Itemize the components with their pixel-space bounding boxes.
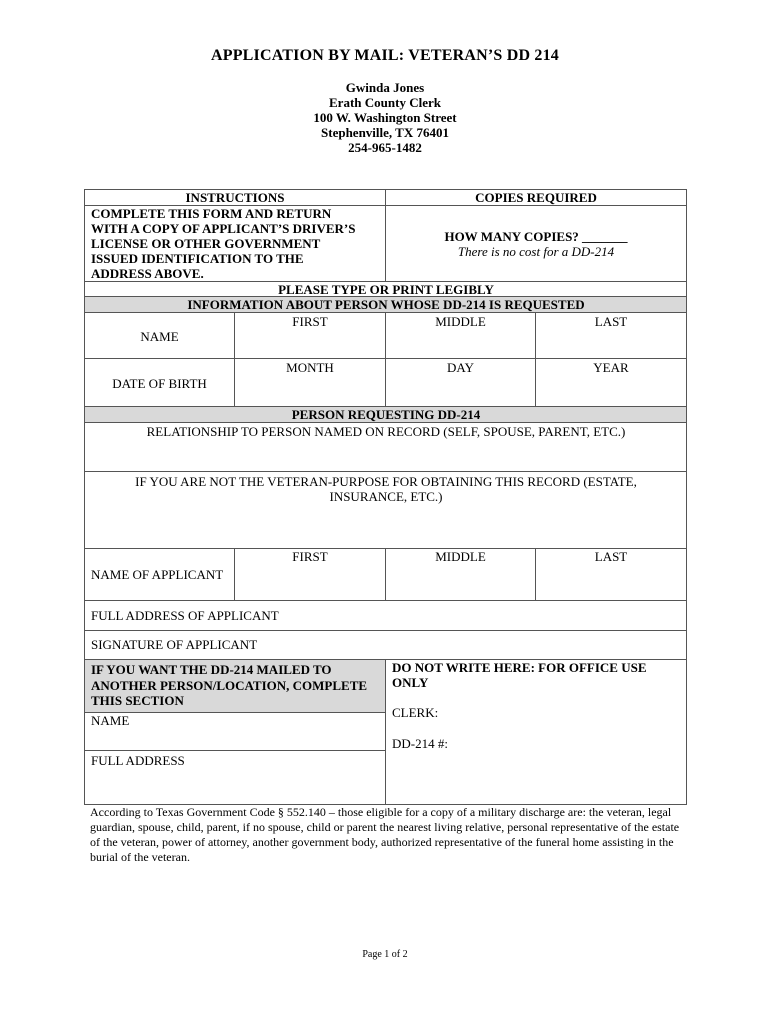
person-name-label: NAME: [140, 329, 179, 344]
how-many-copies-field[interactable]: HOW MANY COPIES? _______: [444, 229, 628, 244]
divider: [84, 630, 687, 631]
office-clerk-label: CLERK:: [392, 705, 439, 720]
instructions-line: LICENSE OR OTHER GOVERNMENT: [91, 236, 321, 251]
applicant-first-name-field[interactable]: FIRST: [292, 549, 328, 564]
purpose-field-line2: INSURANCE, ETC.): [329, 489, 443, 504]
divider: [84, 422, 687, 423]
birth-year-field[interactable]: YEAR: [593, 360, 629, 375]
instructions-line: COMPLETE THIS FORM AND RETURN: [91, 206, 332, 221]
purpose-field[interactable]: IF YOU ARE NOT THE VETERAN-PURPOSE FOR OBTAINING THIS RECORD (ESTATE,: [135, 474, 637, 489]
instructions-heading: INSTRUCTIONS: [185, 190, 285, 205]
birth-month-field[interactable]: MONTH: [286, 360, 334, 375]
mail-other-heading: THIS SECTION: [91, 693, 184, 708]
applicant-middle-name-field[interactable]: MIDDLE: [435, 549, 486, 564]
office-use-heading: DO NOT WRITE HERE: FOR OFFICE USE: [392, 660, 647, 675]
divider: [84, 471, 687, 472]
clerk-city: Stephenville, TX 76401: [321, 125, 449, 140]
mail-other-address-field[interactable]: FULL ADDRESS: [91, 753, 185, 768]
clerk-title: Erath County Clerk: [329, 95, 441, 110]
form-title: APPLICATION BY MAIL: VETERAN’S DD 214: [210, 47, 560, 64]
print-legibly-note: PLEASE TYPE OR PRINT LEGIBLY: [278, 282, 494, 297]
divider: [84, 750, 385, 751]
eligibility-notice: According to Texas Government Code § 552.140 – those eligible for a copy of a military discharge are: the veteran, legal guardian, spouse, child, parent, if no spouse, child or parent the nearest living relative, personal representative of the estate of the veteran, power of attorney, another government body, authorized representative of the funeral home assisting in the burial of the veteran.: [90, 805, 680, 864]
applicant-last-name-field[interactable]: LAST: [594, 549, 628, 564]
clerk-street: 100 W. Washington Street: [313, 110, 457, 125]
date-of-birth-label: DATE OF BIRTH: [112, 376, 207, 391]
copies-cost-note: There is no cost for a DD-214: [457, 244, 615, 259]
clerk-phone: 254-965-1482: [348, 140, 422, 155]
birth-day-field[interactable]: DAY: [447, 360, 474, 375]
instructions-line: ISSUED IDENTIFICATION TO THE: [91, 251, 304, 266]
instructions-line: WITH A COPY OF APPLICANT’S DRIVER’S: [91, 221, 356, 236]
applicant-name-label: NAME OF APPLICANT: [91, 567, 224, 582]
person-info-heading: INFORMATION ABOUT PERSON WHOSE DD-214 IS REQUESTED: [187, 297, 585, 312]
divider: [84, 600, 687, 601]
applicant-signature-field[interactable]: SIGNATURE OF APPLICANT: [91, 637, 258, 652]
clerk-name: Gwinda Jones: [345, 80, 425, 95]
page-number: Page 1 of 2: [362, 949, 408, 960]
instructions-line: ADDRESS ABOVE.: [91, 266, 204, 281]
mail-other-name-field[interactable]: NAME: [91, 713, 130, 728]
applicant-address-field[interactable]: FULL ADDRESS OF APPLICANT: [91, 608, 279, 623]
mail-other-heading: ANOTHER PERSON/LOCATION, COMPLETE: [91, 678, 368, 693]
middle-name-field[interactable]: MIDDLE: [435, 314, 486, 329]
office-use-heading: ONLY: [392, 675, 429, 690]
relationship-field[interactable]: RELATIONSHIP TO PERSON NAMED ON RECORD (SELF, SPOUSE, PARENT, ETC.): [146, 424, 626, 439]
clerk-address-block: [0, 80, 770, 155]
mail-other-heading: IF YOU WANT THE DD-214 MAILED TO: [91, 662, 332, 677]
last-name-field[interactable]: LAST: [594, 314, 628, 329]
first-name-field[interactable]: FIRST: [292, 314, 328, 329]
divider: [385, 659, 386, 805]
office-dd214-number-label: DD-214 #:: [392, 736, 448, 751]
copies-heading: COPIES REQUIRED: [475, 190, 597, 205]
requester-heading: PERSON REQUESTING DD-214: [291, 407, 481, 422]
